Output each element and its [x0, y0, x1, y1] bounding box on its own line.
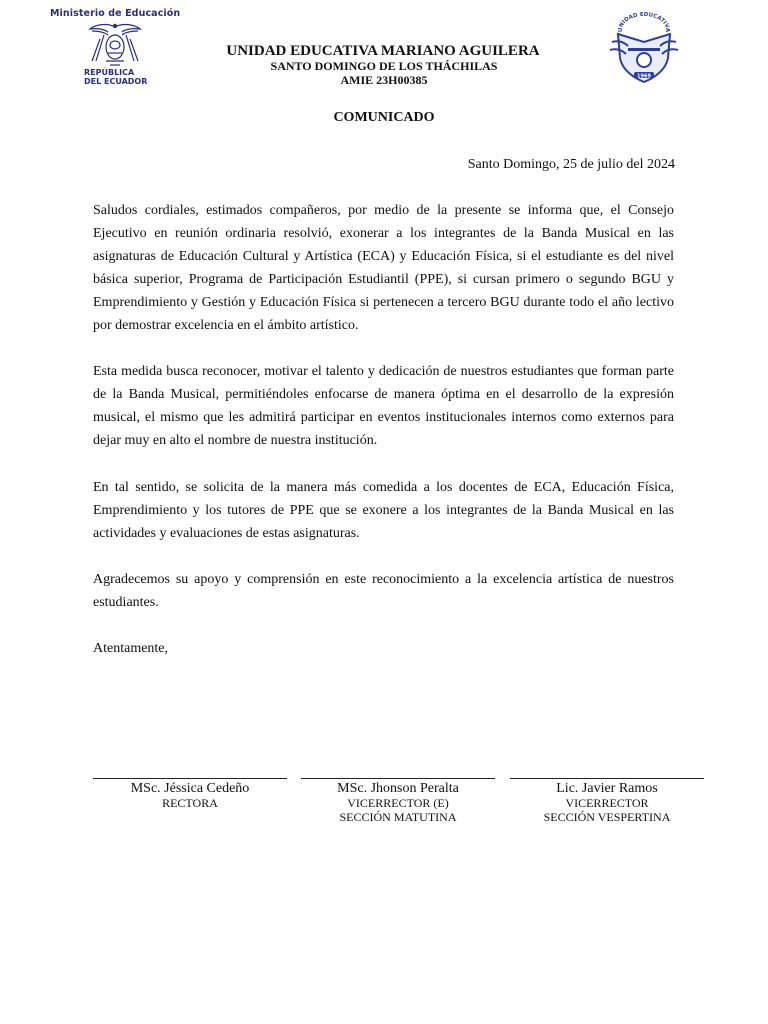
signature-role: VICERRECTOR (E) — [347, 796, 449, 810]
signature-line — [510, 778, 704, 779]
school-city: SANTO DOMINGO DE LOS THÁCHILAS — [270, 59, 498, 73]
signature-block-rectora — [93, 778, 287, 810]
paragraph-1: Saludos cordiales, estimados compañeros, por medio de la presente se informa que, el Consejo Ejecutivo en reunión ordinaria resolvió, exonerar a los integrantes de la Banda Musical en las asignaturas de Educación Cultural y Artística (ECA) y Educación Física, si el estudiante es del nivel básica superior, Programa de Participación Estudiantil (PPE), si cursan primero o segundo BGU y Emprendimiento y Gestión y Educación Física si pertenecen a tercero BGU durante todo el año lectivo por demostrar excelencia en el ámbito artístico. — [93, 203, 674, 333]
signature-block-vicerrector-vespertina — [510, 778, 704, 824]
paragraph-3: En tal sentido, se solicita de la manera más comedida a los docentes de ECA, Educación Física, Emprendimiento y los tutores de PPE que se exonere a los integrantes de la Banda Musical en las actividades y evaluaciones de estas asignaturas. — [93, 480, 674, 541]
svg-text:1969: 1969 — [637, 73, 651, 80]
signature-name: Lic. Javier Ramos — [556, 781, 658, 796]
signature-section: SECCIÓN MATUTINA — [339, 810, 457, 824]
signature-role: VICERRECTOR — [565, 796, 649, 810]
signature-name: MSc. Jhonson Peralta — [337, 781, 459, 796]
signature-name: MSc. Jéssica Cedeño — [130, 781, 250, 796]
document-date: Santo Domingo, 25 de julio del 2024 — [467, 157, 675, 172]
school-name: UNIDAD EDUCATIVA MARIANO AGUILERA — [226, 43, 540, 59]
school-emblem-arc-text: UNIDAD EDUCATIVA — [617, 12, 671, 33]
signature-block-vicerrector-matutina — [301, 778, 495, 824]
ministry-title: Ministerio de Educación — [50, 8, 181, 19]
school-amie-code: AMIE 23H00385 — [340, 73, 428, 87]
closing-line: Atentamente, — [93, 641, 169, 656]
ministry-country-line1: REPÚBLICA — [84, 68, 135, 77]
signature-role: RECTORA — [162, 796, 218, 810]
signature-line — [301, 778, 495, 779]
ministry-country-line2: DEL ECUADOR — [84, 77, 148, 86]
signature-section: SECCIÓN VESPERTINA — [543, 810, 671, 824]
document-title: COMUNICADO — [333, 110, 435, 125]
paragraph-4: Agradecemos su apoyo y comprensión en este reconocimiento a la excelencia artística de nuestros estudiantes. — [93, 572, 674, 610]
paragraph-2: Esta medida busca reconocer, motivar el talento y dedicación de nuestros estudiantes que forman parte de la Banda Musical, permitiéndoles enfocarse de manera óptima en el desarrollo de la expresión musical, el mismo que les admitirá participar en eventos institucionales internos como externos para dejar muy en alto el nombre de nuestra institución. — [93, 364, 674, 448]
signature-line — [93, 778, 287, 779]
svg-text:UNIDAD EDUCATIVA — [618, 12, 670, 33]
